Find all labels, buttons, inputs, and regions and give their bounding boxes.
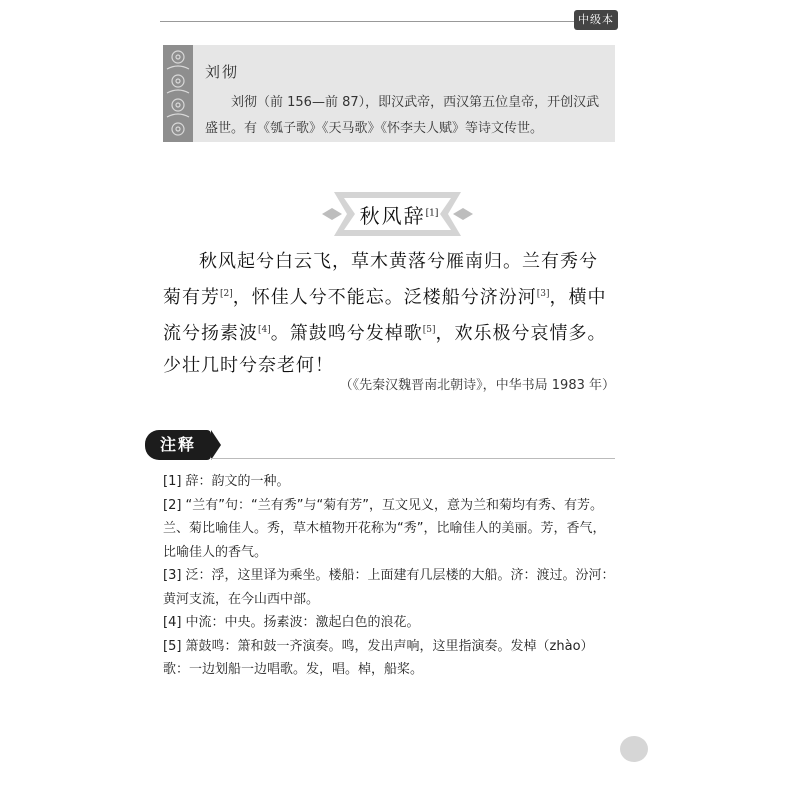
floral-ornament-icon [163,45,193,142]
poem-body [163,246,615,382]
note-ref: [5] [422,325,436,335]
note-item: [2] “兰有”句：“兰有秀”与“菊有芳”，互文见义，意为兰和菊均有秀、有芳。兰、菊比喻佳人。秀，草木植物开花称为“秀”，比喻佳人的美丽。芳，香气，比喻佳人的香气。 [163,497,606,560]
note-item: [4] 中流：中央。扬素波：激起白色的浪花。 [163,615,420,630]
note-item: [3] 泛：浮，这里译为乘坐。楼船：上面建有几层楼的大船。济：渡过。汾河：黄河支流，在今山西中部。 [163,568,615,607]
note-item: [5] 箫鼓鸣：箫和鼓一齐演奏。鸣，发出声响，这里指演奏。发棹（zhào）歌：一边划船一边唱歌。发，唱。棹，船桨。 [163,638,594,677]
poem-text: ，横中流兮扬素波 [163,287,607,344]
notes-divider [211,458,615,459]
note-ref: [3] [536,289,550,299]
poem-title [344,200,454,229]
poem-title-note-ref: [1] [425,208,439,219]
author-bio: 刘彻（前 156—前 87），即汉武帝，西汉第五位皇帝，开创汉武盛世。有《瓠子歌》《天马歌》《怀李夫人赋》等诗文传世。 [205,95,600,136]
poem-title-text: 秋风辞 [359,204,426,228]
poem-text: ，怀佳人兮不能忘。泛楼船兮济汾河 [232,287,537,308]
header-rule [160,21,574,22]
poem-text: 。箫鼓鸣兮发棹歌 [270,323,423,344]
poem-text: 秋风起兮白云飞，草木黄落兮雁南归。兰有秀兮菊有芳 [163,251,598,308]
author-info-box [163,45,615,142]
note-item: [1] 辞：韵文的一种。 [163,474,290,489]
page-number-badge [620,736,648,762]
poem-text: ，欢乐极兮哀情多。少壮几时兮奈老何！ [163,323,607,376]
notes-list [163,470,615,682]
poem-title-banner [320,186,475,242]
edition-tag: 中级本 [574,10,618,30]
note-ref: [4] [258,325,271,335]
note-ref: [2] [220,289,233,299]
notes-heading: 注释 [145,430,211,460]
poem-source-citation: （《先秦汉魏晋南北朝诗》，中华书局 1983 年） [339,378,615,393]
author-name: 刘彻 [205,63,240,81]
